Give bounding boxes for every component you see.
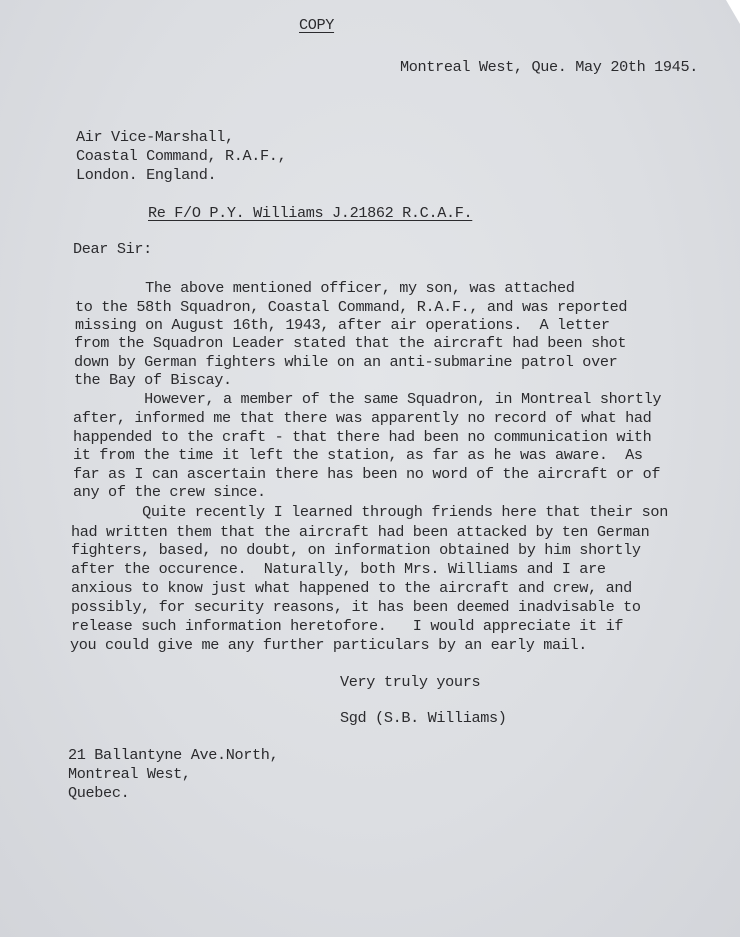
sender-address-line: 21 Ballantyne Ave.North, bbox=[68, 746, 279, 764]
body-line: from the Squadron Leader stated that the aircraft had been shot bbox=[74, 334, 627, 352]
body-line: the Bay of Biscay. bbox=[74, 371, 232, 389]
body-line: down by German fighters while on an anti-submarine patrol over bbox=[74, 353, 618, 371]
body-line: fighters, based, no doubt, on information obtained by him shortly bbox=[71, 541, 641, 559]
body-line: any of the crew since. bbox=[73, 483, 266, 501]
closing: Very truly yours bbox=[340, 673, 481, 691]
body-line: far as I can ascertain there has been no word of the aircraft or of bbox=[73, 465, 661, 483]
body-line: release such information heretofore. I would appreciate it if bbox=[71, 617, 624, 635]
body-line: had written them that the aircraft had been attacked by ten German bbox=[71, 523, 650, 541]
body-line: after the occurence. Naturally, both Mrs. Williams and I are bbox=[71, 560, 606, 578]
subject-line: Re F/O P.Y. Williams J.21862 R.C.A.F. bbox=[148, 204, 473, 222]
salutation: Dear Sir: bbox=[73, 240, 152, 258]
recipient-line: Coastal Command, R.A.F., bbox=[76, 147, 287, 165]
body-line: you could give me any further particulars by an early mail. bbox=[70, 636, 588, 654]
sender-address-line: Quebec. bbox=[68, 784, 130, 802]
sender-address-line: Montreal West, bbox=[68, 765, 191, 783]
signature: Sgd (S.B. Williams) bbox=[340, 709, 507, 727]
body-line: it from the time it left the station, as far as he was aware. As bbox=[73, 446, 643, 464]
copy-heading: COPY bbox=[299, 16, 335, 34]
body-line: anxious to know just what happened to the aircraft and crew, and bbox=[71, 579, 632, 597]
recipient-line: Air Vice-Marshall, bbox=[76, 128, 234, 146]
body-line: The above mentioned officer, my son, was attached bbox=[75, 279, 575, 297]
body-line: missing on August 16th, 1943, after air operations. A letter bbox=[75, 316, 610, 334]
body-line: possibly, for security reasons, it has been deemed inadvisable to bbox=[71, 598, 641, 616]
body-line: after, informed me that there was apparently no record of what had bbox=[73, 409, 652, 427]
recipient-line: London. England. bbox=[76, 166, 217, 184]
place-date: Montreal West, Que. May 20th 1945. bbox=[400, 58, 698, 76]
body-line: However, a member of the same Squadron, in Montreal shortly bbox=[74, 390, 662, 408]
folded-corner bbox=[726, 0, 740, 24]
body-line: happended to the craft - that there had been no communication with bbox=[73, 428, 652, 446]
body-line: Quite recently I learned through friends here that their son bbox=[72, 503, 668, 521]
body-line: to the 58th Squadron, Coastal Command, R.A.F., and was reported bbox=[75, 298, 628, 316]
